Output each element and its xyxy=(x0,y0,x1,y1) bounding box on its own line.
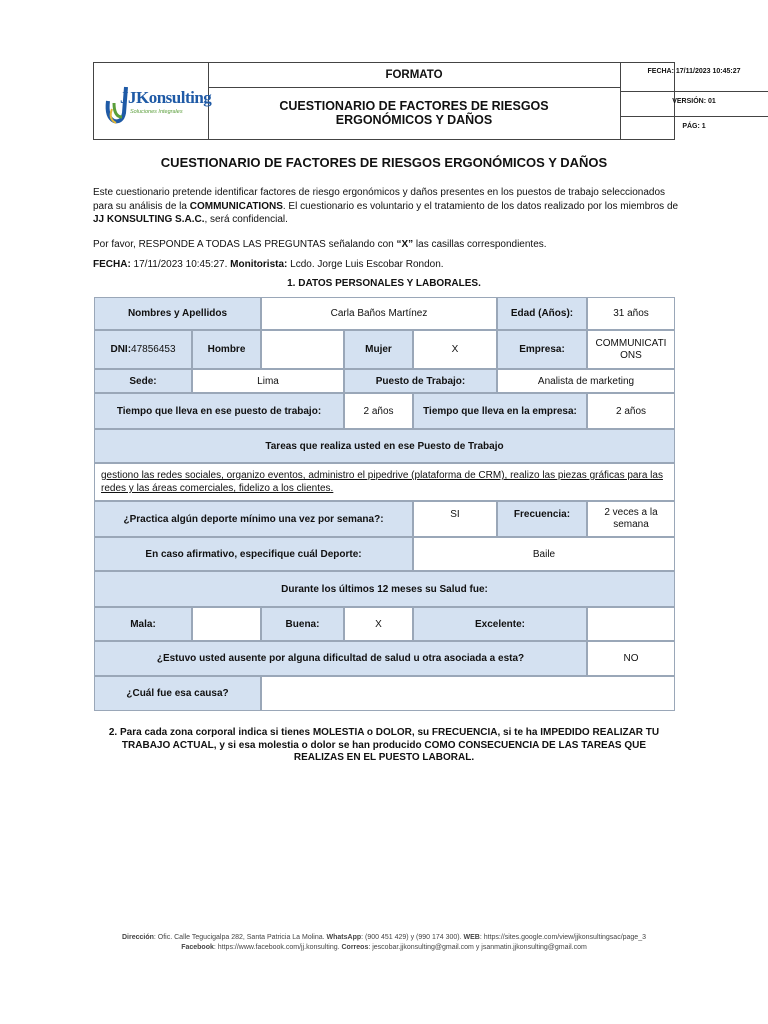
logo-text: JJKonsulting xyxy=(120,88,212,107)
format-label: FORMATO xyxy=(208,63,621,88)
edad-label: Edad (Años): xyxy=(497,297,587,330)
hombre-checkbox[interactable] xyxy=(261,330,344,369)
nombres-label: Nombres y Apellidos xyxy=(94,297,261,330)
section-1-heading: 1. DATOS PERSONALES Y LABORALES. xyxy=(287,278,481,289)
mujer-checkbox[interactable]: X xyxy=(413,330,497,369)
causa-field[interactable] xyxy=(261,676,675,711)
edad-field[interactable]: 31 años xyxy=(587,297,675,330)
page-title: CUESTIONARIO DE FACTORES DE RIESGOS ERGONÓMICOS Y DAÑOS xyxy=(160,155,608,170)
ausente-field[interactable]: NO xyxy=(587,641,675,676)
salud-label: Durante los últimos 12 meses su Salud fue: xyxy=(94,571,675,607)
date-monitor-line: FECHA: 17/11/2023 10:45:27. Monitorista: Lcdo. Jorge Luis Escobar Rondon. xyxy=(93,259,444,270)
tiempo-empresa-label: Tiempo que lleva en la empresa: xyxy=(413,393,587,429)
deporte-field[interactable]: SI xyxy=(413,501,497,537)
puesto-field[interactable]: Analista de marketing xyxy=(497,369,675,393)
page-footer: Dirección: Ofic. Calle Tegucigalpa 282, Santa Patricia La Molina. WhatsApp: (900 451 429) y (990 174 300). WEB: https://sites.google.com/view/jjkonsultingsac/page_3 Facebook: https://www.facebook.com/jj.konsulting. Correos: jescobar.jjkonsulting@gmail.com y jsanmatin.jjkonsulting@gmail.com xyxy=(121,934,646,951)
nombres-field[interactable]: Carla Baños Martínez xyxy=(261,297,497,330)
tiempo-puesto-field[interactable]: 2 años xyxy=(344,393,413,429)
header-doc-title: CUESTIONARIO DE FACTORES DE RIESGOS ERGONÓMICOS Y DAÑOS xyxy=(208,87,621,139)
company-logo xyxy=(94,63,212,139)
mala-label: Mala: xyxy=(94,607,192,641)
header-pagina: PÁG: 1 xyxy=(682,123,706,130)
tiempo-empresa-field[interactable]: 2 años xyxy=(587,393,675,429)
sede-label: Sede: xyxy=(94,369,192,393)
header-fecha: FECHA: 17/11/2023 10:45:27 xyxy=(620,63,768,92)
hombre-label: Hombre xyxy=(192,330,261,369)
tiempo-puesto-label: Tiempo que lleva en ese puesto de trabajo: xyxy=(94,393,344,429)
causa-label: ¿Cuál fue esa causa? xyxy=(94,676,261,711)
document-header xyxy=(93,62,741,140)
header-version: VERSIÓN: 01 xyxy=(620,91,768,117)
frecuencia-label: Frecuencia: xyxy=(497,501,587,537)
empresa-field[interactable]: COMMUNICATI ONS xyxy=(587,330,675,369)
excelente-label: Excelente: xyxy=(413,607,587,641)
puesto-label: Puesto de Trabajo: xyxy=(344,369,497,393)
sede-field[interactable]: Lima xyxy=(192,369,344,393)
intro-paragraph: Este cuestionario pretende identificar factores de riesgo ergonómicos y daños presentes en los puestos de trabajo seleccionados para su análisis de la COMMUNICATIONS. El cuestionario es voluntario y el tratamiento de los datos realizado por los miembros de JJ KONSULTING S.A.C., será confidencial. xyxy=(93,187,679,225)
mala-checkbox[interactable] xyxy=(192,607,261,641)
section-2-heading: 2. Para cada zona corporal indica si tienes MOLESTIA o DOLOR, su FRECUENCIA, si te ha IMPEDIDO REALIZAR TU TRABAJO ACTUAL, y si esa molestia o dolor se han producido COMO CONSECUENCIA DE LAS TAREAS QUE REALIZAS EN EL PUESTO LABORAL. xyxy=(108,727,660,763)
logo-tagline: Soluciones Integrales xyxy=(130,109,183,115)
frecuencia-field[interactable]: 2 veces a la semana xyxy=(587,501,675,537)
ausente-label: ¿Estuvo usted ausente por alguna dificultad de salud u otra asociada a esta? xyxy=(94,641,587,676)
mujer-label: Mujer xyxy=(344,330,413,369)
empresa-label: Empresa: xyxy=(497,330,587,369)
cual-deporte-label: En caso afirmativo, especifique cuál Deporte: xyxy=(94,537,413,571)
buena-label: Buena: xyxy=(261,607,344,641)
excelente-checkbox[interactable] xyxy=(587,607,675,641)
tareas-label: Tareas que realiza usted en ese Puesto de Trabajo xyxy=(94,429,675,463)
buena-checkbox[interactable]: X xyxy=(344,607,413,641)
deporte-label: ¿Practica algún deporte mínimo una vez por semana?: xyxy=(94,501,413,537)
dni-cell[interactable]: DNI: 47856453 xyxy=(94,330,192,369)
tareas-field[interactable]: gestiono las redes sociales, organizo eventos, administro el pipedrive (plataforma de CRM), realizo las piezas gráficas para las redes y las áreas comerciales, fidelizo a los clientes. xyxy=(94,463,675,501)
cual-deporte-field[interactable]: Baile xyxy=(413,537,675,571)
instructions-paragraph: Por favor, RESPONDE A TODAS LAS PREGUNTAS señalando con “X” las casillas correspondientes. xyxy=(93,239,547,250)
